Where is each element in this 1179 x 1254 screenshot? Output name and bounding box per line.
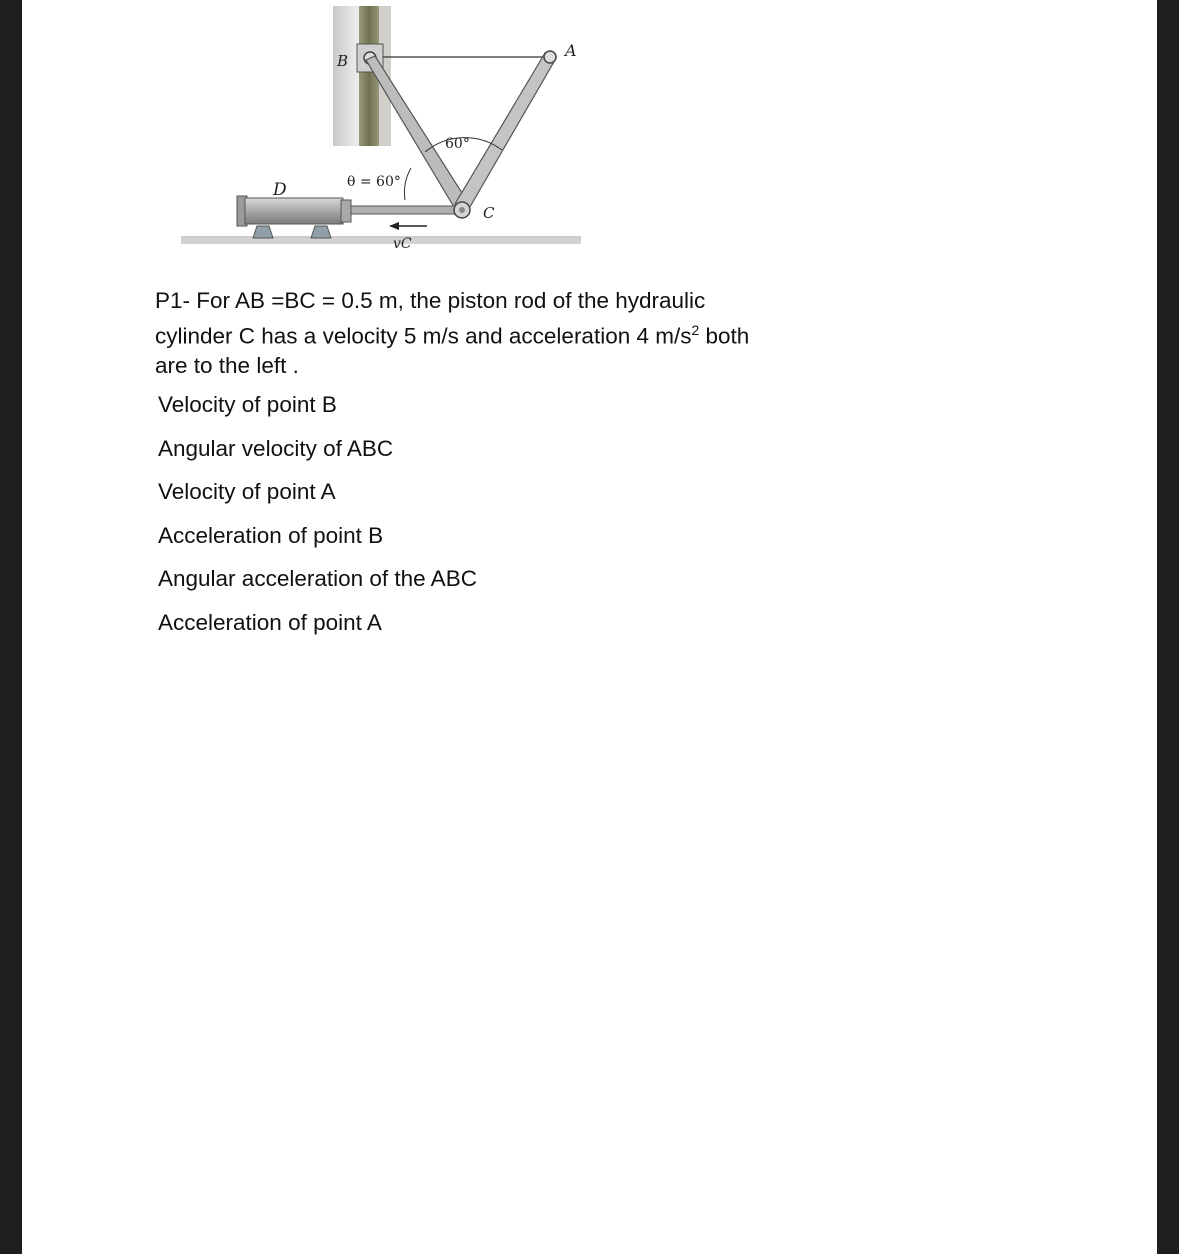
superscript-two: 2 — [691, 321, 700, 338]
question-item: Velocity of point A — [158, 479, 336, 504]
mechanism-figure — [157, 0, 587, 268]
hydraulic-cylinder-d — [245, 198, 343, 224]
question-item: Angular velocity of ABC — [158, 435, 394, 461]
ground — [181, 238, 581, 244]
support-left — [253, 226, 273, 238]
mechanism-diagram — [157, 0, 587, 268]
question-item: Acceleration of point B — [158, 522, 384, 548]
problem-line-3: are to the left . — [155, 352, 299, 378]
question-item: Velocity of point B — [158, 392, 337, 417]
arrow-left-icon — [389, 222, 399, 230]
problem-statement — [155, 286, 855, 380]
question-item: Angular acceleration of the ABC — [158, 566, 477, 591]
label-a: A — [565, 41, 577, 60]
problem-line-2-end: both — [699, 323, 750, 348]
support-right — [311, 226, 331, 238]
label-d: D — [273, 180, 287, 200]
angle-label-top: 60° — [445, 136, 470, 152]
label-c: C — [483, 204, 495, 222]
question-list — [158, 388, 477, 649]
problem-line-1: P1- For AB =BC = 0.5 m, the piston rod of the hydraulic — [155, 288, 706, 313]
velocity-label: vC — [393, 236, 412, 252]
angle-arc-theta — [404, 168, 411, 200]
piston-rod — [351, 206, 461, 214]
document-page — [22, 0, 1157, 1254]
question-item: Acceleration of point A — [158, 609, 382, 635]
pin-a-icon — [544, 51, 556, 63]
problem-line-2-start: cylinder C has a velocity 5 m/s and acceleration 4 m/s — [155, 323, 692, 348]
label-b: B — [337, 52, 349, 70]
angle-label-theta: θ = 60° — [347, 174, 401, 190]
link-ca — [455, 53, 555, 212]
guide-wall — [333, 6, 359, 146]
